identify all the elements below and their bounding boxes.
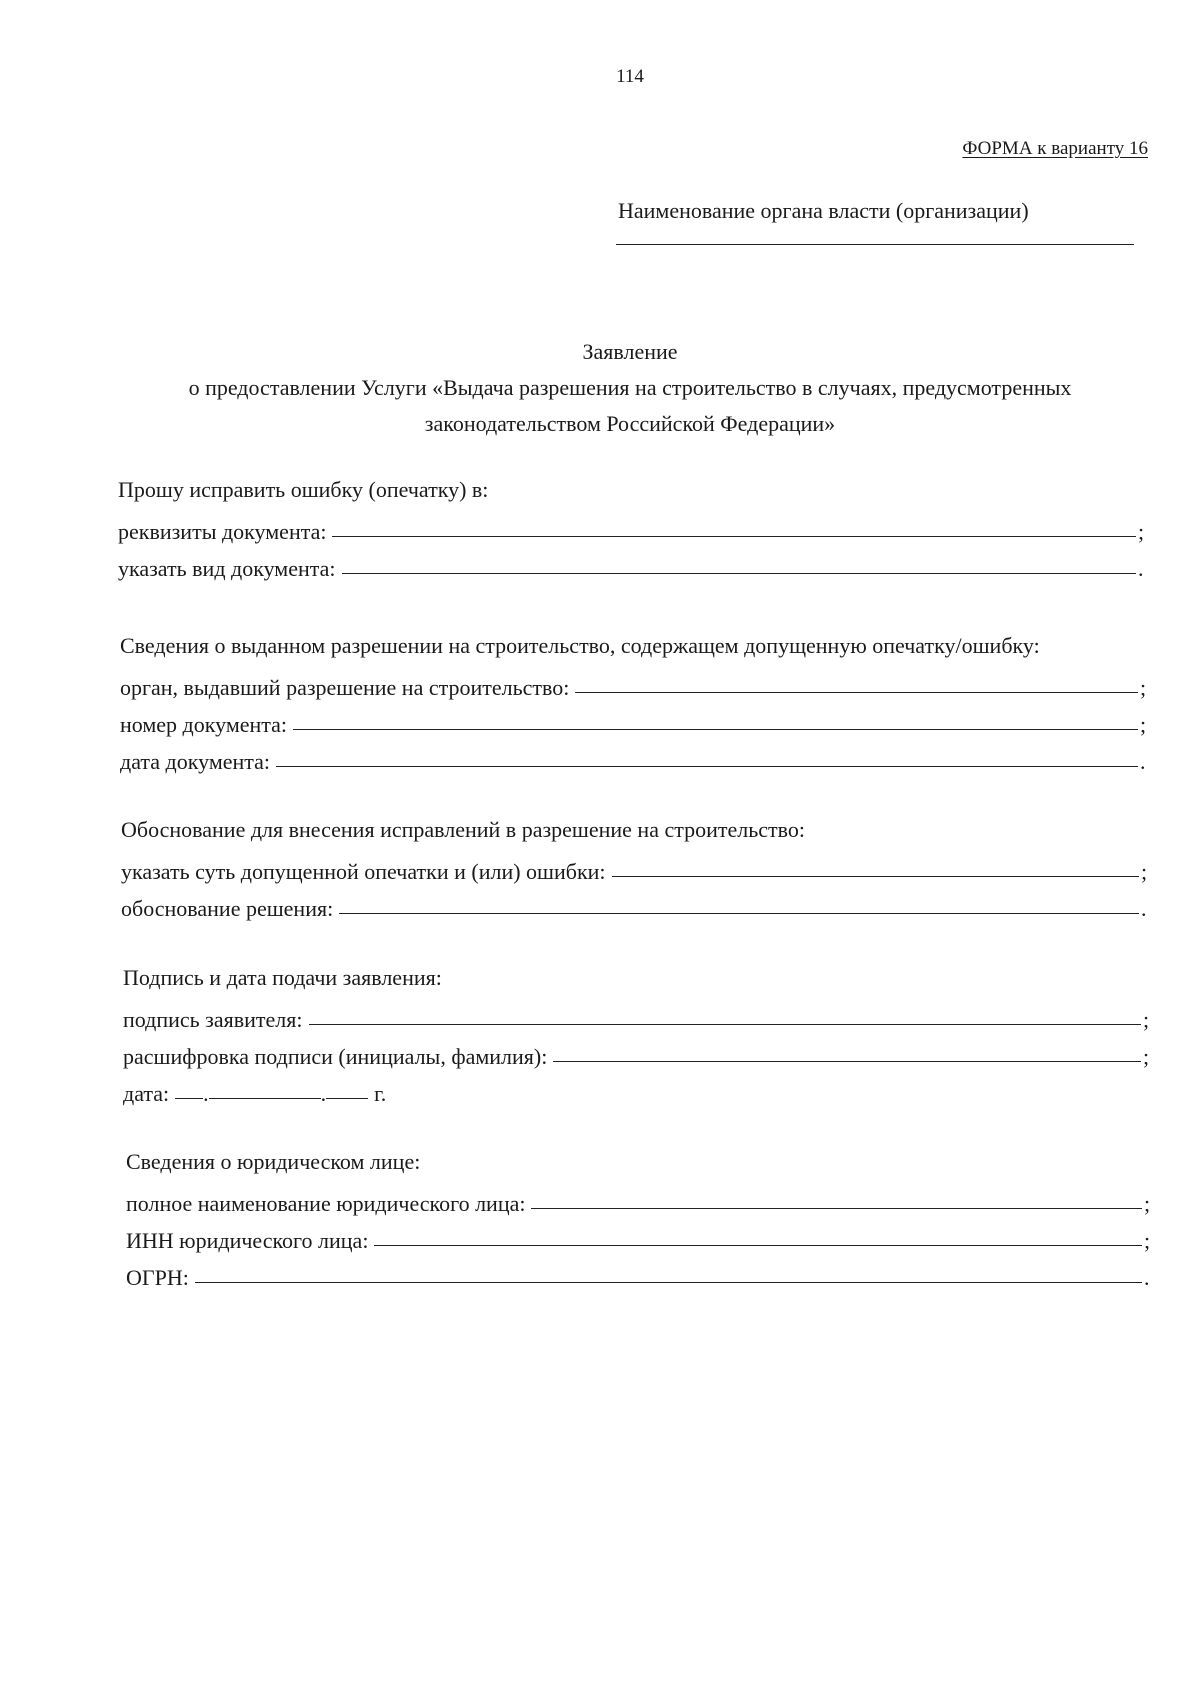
field-row-error-essence	[121, 848, 1151, 885]
date-separator: .	[320, 1081, 327, 1106]
section-heading: Сведения о выданном разрешении на строительство, содержащем допущенную опечатку/ошибку:	[120, 633, 1040, 658]
field-row-document-type	[118, 545, 1148, 582]
applicant-signature-field[interactable]	[309, 1024, 1141, 1025]
document-title	[140, 334, 1120, 442]
field-punct: ;	[1144, 1191, 1151, 1216]
issuing-authority-field[interactable]	[575, 692, 1138, 693]
field-label: ОГРН:	[126, 1265, 189, 1290]
field-label: подпись заявителя:	[123, 1007, 303, 1032]
field-row-decision-basis	[121, 885, 1151, 922]
field-punct: .	[1144, 1265, 1150, 1290]
entity-inn-field[interactable]	[374, 1245, 1142, 1246]
date-day-field[interactable]	[175, 1098, 203, 1099]
field-label: указать вид документа:	[118, 556, 336, 581]
date-month-field[interactable]	[209, 1098, 321, 1099]
section-permit	[120, 628, 1150, 775]
field-punct: ;	[1143, 1044, 1150, 1069]
field-punct: ;	[1143, 1007, 1150, 1032]
error-essence-field[interactable]	[612, 876, 1139, 877]
document-number-field[interactable]	[293, 729, 1138, 730]
section-heading: Подпись и дата подачи заявления:	[123, 965, 442, 990]
entity-ogrn-field[interactable]	[195, 1282, 1142, 1283]
section-justification	[121, 812, 1151, 922]
page-number: 114	[616, 66, 644, 87]
field-row-entity-ogrn	[126, 1254, 1154, 1291]
authority-field[interactable]	[616, 244, 1134, 245]
field-label: дата:	[123, 1081, 170, 1106]
field-punct: ;	[1141, 859, 1148, 884]
section-legal-entity	[126, 1144, 1154, 1291]
field-row-document-details	[118, 508, 1148, 545]
field-row-applicant-signature	[123, 996, 1153, 1033]
field-row-signature-transcript	[123, 1033, 1153, 1070]
title-line-2: о предоставлении Услуги «Выдача разрешения на строительство в случаях, предусмотренных	[188, 375, 1072, 400]
section-signature	[123, 960, 1153, 1107]
field-label: расшифровка подписи (инициалы, фамилия):	[123, 1044, 548, 1069]
field-punct: ;	[1140, 712, 1147, 737]
field-label: реквизиты документа:	[118, 519, 327, 544]
field-row-issuing-authority	[120, 664, 1150, 701]
date-separator: .	[203, 1081, 209, 1106]
field-punct: ;	[1144, 1228, 1151, 1253]
field-label: номер документа:	[120, 712, 288, 737]
section-heading: Прошу исправить ошибку (опечатку) в:	[118, 477, 489, 502]
field-label: дата документа:	[120, 749, 271, 774]
field-label: полное наименование юридического лица:	[126, 1191, 526, 1216]
field-punct: .	[1138, 556, 1144, 581]
field-punct: .	[1141, 896, 1147, 921]
field-label: обоснование решения:	[121, 896, 334, 921]
field-label: ИНН юридического лица:	[126, 1228, 369, 1253]
document-date-field[interactable]	[276, 766, 1138, 767]
decision-basis-field[interactable]	[339, 913, 1139, 914]
field-label: орган, выдавший разрешение на строительство:	[120, 675, 570, 700]
date-year-field[interactable]	[326, 1098, 368, 1099]
document-type-field[interactable]	[342, 573, 1136, 574]
signature-transcript-field[interactable]	[553, 1061, 1141, 1062]
section-correction	[118, 472, 1148, 582]
field-row-submission-date	[123, 1070, 1153, 1107]
field-punct: ;	[1138, 519, 1145, 544]
field-punct: .	[1140, 749, 1146, 774]
title-line-1: Заявление	[582, 339, 678, 364]
section-heading: Сведения о юридическом лице:	[126, 1149, 421, 1174]
field-row-entity-inn	[126, 1217, 1154, 1254]
form-reference: ФОРМА к варианту 16	[962, 138, 1148, 159]
authority-label: Наименование органа власти (организации)	[618, 198, 1029, 223]
document-details-field[interactable]	[332, 536, 1136, 537]
title-line-3: законодательством Российской Федерации»	[424, 411, 836, 436]
field-row-document-number	[120, 701, 1150, 738]
entity-name-field[interactable]	[531, 1208, 1142, 1209]
section-heading: Обоснование для внесения исправлений в разрешение на строительство:	[121, 817, 806, 842]
field-label: указать суть допущенной опечатки и (или) ошибки:	[121, 859, 606, 884]
field-punct: ;	[1140, 675, 1147, 700]
field-row-entity-name	[126, 1180, 1154, 1217]
date-suffix: г.	[374, 1081, 387, 1106]
field-row-document-date	[120, 738, 1150, 775]
